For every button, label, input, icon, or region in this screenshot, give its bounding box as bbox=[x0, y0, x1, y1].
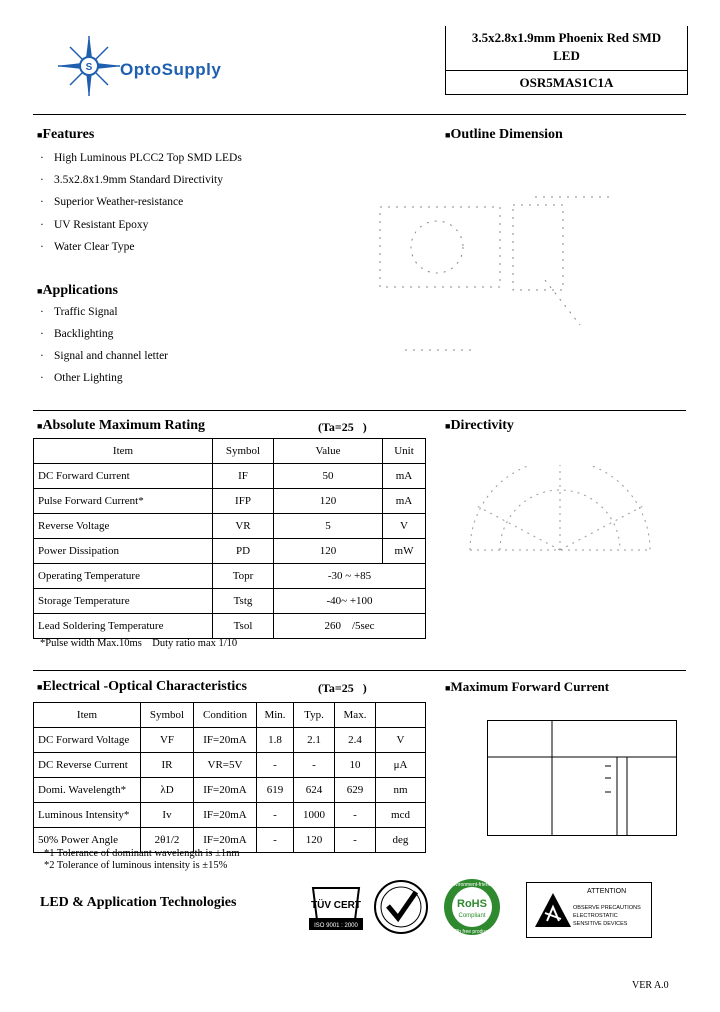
svg-text:S: S bbox=[85, 62, 93, 73]
features-heading: ■Features bbox=[37, 127, 95, 142]
table-row bbox=[34, 753, 426, 778]
version-label: VER A.0 bbox=[632, 980, 669, 991]
table-cell: IF=20mA bbox=[194, 828, 257, 853]
table-cell: 1.8 bbox=[257, 728, 294, 753]
table-cell: μA bbox=[376, 753, 426, 778]
table-cell: PD bbox=[213, 539, 274, 564]
table-cell: 50 bbox=[274, 464, 383, 489]
table-cell: Lead Soldering Temperature bbox=[34, 614, 213, 639]
table-header: Unit bbox=[383, 439, 426, 464]
eo-table bbox=[33, 702, 426, 853]
table-header: Item bbox=[34, 703, 141, 728]
feature-item: · 3.5x2.8x1.9mm Standard Directivity bbox=[40, 174, 223, 186]
table-row bbox=[34, 778, 426, 803]
table-cell: deg bbox=[376, 828, 426, 853]
table-header: Typ. bbox=[294, 703, 335, 728]
table-header: Min. bbox=[257, 703, 294, 728]
brand-logo bbox=[52, 34, 282, 94]
table-cell: 5 bbox=[274, 514, 383, 539]
table-cell: 2.1 bbox=[294, 728, 335, 753]
outline-drawing bbox=[365, 185, 625, 375]
eo-note-1: *1 Tolerance of dominant wavelength is ±1nm bbox=[44, 848, 240, 859]
max-forward-current-chart bbox=[487, 720, 687, 840]
application-item: · Traffic Signal bbox=[40, 306, 118, 318]
table-cell: DC Forward Voltage bbox=[34, 728, 141, 753]
rohs-bottom-label: Pb free product bbox=[454, 929, 490, 935]
table-row bbox=[34, 728, 426, 753]
table-cell: VR bbox=[213, 514, 274, 539]
applications-heading: ■Applications bbox=[37, 283, 118, 298]
table-cell: λD bbox=[141, 778, 194, 803]
title-line-2: LED bbox=[553, 48, 580, 63]
table-cell: Reverse Voltage bbox=[34, 514, 213, 539]
table-cell: IF bbox=[213, 464, 274, 489]
tuv-label: TÜV CERT bbox=[311, 900, 361, 911]
rohs-compliant-logo bbox=[436, 876, 508, 938]
table-row bbox=[34, 489, 426, 514]
rohs-compliant-label: Compliant bbox=[458, 913, 486, 919]
title-line-1: 3.5x2.8x1.9mm Phoenix Red SMD bbox=[471, 30, 662, 45]
table-cell: - bbox=[335, 828, 376, 853]
table-cell: 619 bbox=[257, 778, 294, 803]
table-cell: nm bbox=[376, 778, 426, 803]
table-header-row bbox=[34, 703, 426, 728]
table-cell: Luminous Intensity* bbox=[34, 803, 141, 828]
iso-label: ISO 9001 : 2000 bbox=[314, 923, 358, 929]
table-cell: Pulse Forward Current* bbox=[34, 489, 213, 514]
table-row bbox=[34, 464, 426, 489]
table-cell: V bbox=[376, 728, 426, 753]
table-row bbox=[34, 589, 426, 614]
table-cell: VF bbox=[141, 728, 194, 753]
abs-max-note: *Pulse width Max.10ms Duty ratio max 1/10 bbox=[40, 638, 238, 649]
table-cell: V bbox=[383, 514, 426, 539]
table-cell: mA bbox=[383, 489, 426, 514]
rohs-check-logo bbox=[370, 878, 432, 936]
rohs-label: RoHS bbox=[457, 898, 487, 910]
mfc-heading: ■Maximum Forward Current bbox=[445, 679, 610, 694]
directivity-heading: ■Directivity bbox=[445, 418, 514, 433]
table-cell: 2θ1/2 bbox=[141, 828, 194, 853]
title-box bbox=[445, 26, 688, 95]
esd-title: ATTENTION bbox=[587, 888, 627, 895]
table-cell: Topr bbox=[213, 564, 274, 589]
table-cell: IF=20mA bbox=[194, 803, 257, 828]
directivity-chart bbox=[460, 465, 660, 575]
esd-attention-box bbox=[526, 882, 652, 938]
abs-max-condition: (Ta=25 ) bbox=[318, 420, 367, 434]
table-row bbox=[34, 514, 426, 539]
eo-note-2: *2 Tolerance of luminous intensity is ±15% bbox=[44, 860, 228, 871]
table-row bbox=[34, 614, 426, 639]
feature-item: · Superior Weather-resistance bbox=[40, 196, 184, 208]
table-cell: IFP bbox=[213, 489, 274, 514]
table-cell: -40~ +100 bbox=[274, 589, 426, 614]
table-cell: Storage Temperature bbox=[34, 589, 213, 614]
table-cell: Power Dissipation bbox=[34, 539, 213, 564]
tuv-iso-logo bbox=[305, 880, 367, 935]
rohs-top-label: Environment-friendly bbox=[449, 882, 495, 888]
table-row bbox=[34, 564, 426, 589]
table-cell: mW bbox=[383, 539, 426, 564]
table-cell: DC Forward Current bbox=[34, 464, 213, 489]
part-number: OSR5MAS1C1A bbox=[446, 70, 687, 91]
table-row bbox=[34, 803, 426, 828]
table-cell: - bbox=[257, 753, 294, 778]
application-item: · Backlighting bbox=[40, 328, 114, 340]
table-cell: 1000 bbox=[294, 803, 335, 828]
table-cell: 629 bbox=[335, 778, 376, 803]
table-cell: - bbox=[294, 753, 335, 778]
brand-name: OptoSupply bbox=[120, 60, 222, 79]
table-cell: - bbox=[257, 828, 294, 853]
table-header: Condition bbox=[194, 703, 257, 728]
table-cell: DC Reverse Current bbox=[34, 753, 141, 778]
table-cell: Operating Temperature bbox=[34, 564, 213, 589]
star-logo-icon bbox=[52, 34, 124, 98]
table-cell: - bbox=[335, 803, 376, 828]
feature-item: · High Luminous PLCC2 Top SMD LEDs bbox=[40, 152, 242, 164]
divider bbox=[33, 410, 686, 411]
table-cell: 120 bbox=[294, 828, 335, 853]
esd-text-3: SENSITIVE DEVICES bbox=[573, 921, 628, 927]
esd-warning-icon bbox=[533, 891, 573, 931]
table-cell: 120 bbox=[274, 489, 383, 514]
company-name: LED & Application Technologies bbox=[40, 895, 237, 910]
abs-max-heading: ■Absolute Maximum Rating bbox=[37, 418, 205, 433]
table-header: Value bbox=[274, 439, 383, 464]
table-cell: 50% Power Angle bbox=[34, 828, 141, 853]
table-row bbox=[34, 539, 426, 564]
application-item: · Signal and channel letter bbox=[40, 350, 169, 362]
feature-item: · UV Resistant Epoxy bbox=[40, 219, 149, 231]
table-cell: Tsol bbox=[213, 614, 274, 639]
table-cell: 120 bbox=[274, 539, 383, 564]
outline-heading: ■Outline Dimension bbox=[445, 127, 563, 142]
table-header: Max. bbox=[335, 703, 376, 728]
table-cell: Iv bbox=[141, 803, 194, 828]
table-header-row bbox=[34, 439, 426, 464]
feature-item: · Water Clear Type bbox=[40, 241, 135, 253]
table-cell: Tstg bbox=[213, 589, 274, 614]
divider bbox=[33, 670, 686, 671]
esd-text-2: ELECTROSTATIC bbox=[573, 913, 618, 919]
table-cell: - bbox=[257, 803, 294, 828]
esd-text-1: OBSERVE PRECAUTIONS bbox=[573, 905, 641, 911]
eo-condition: (Ta=25 ) bbox=[318, 681, 367, 695]
table-cell: IF=20mA bbox=[194, 728, 257, 753]
table-cell: VR=5V bbox=[194, 753, 257, 778]
eo-heading: ■Electrical -Optical Characteristics bbox=[37, 679, 247, 694]
table-header: Symbol bbox=[141, 703, 194, 728]
table-cell: 2.4 bbox=[335, 728, 376, 753]
table-cell: 624 bbox=[294, 778, 335, 803]
table-header: Symbol bbox=[213, 439, 274, 464]
table-cell: mcd bbox=[376, 803, 426, 828]
table-cell: 260 /5sec bbox=[274, 614, 426, 639]
divider bbox=[33, 114, 686, 115]
table-cell: IF=20mA bbox=[194, 778, 257, 803]
abs-max-table bbox=[33, 438, 426, 639]
table-header: Item bbox=[34, 439, 213, 464]
table-header bbox=[376, 703, 426, 728]
table-cell: IR bbox=[141, 753, 194, 778]
table-cell: 10 bbox=[335, 753, 376, 778]
application-item: · Other Lighting bbox=[40, 372, 123, 384]
table-cell: -30 ~ +85 bbox=[274, 564, 426, 589]
table-cell: mA bbox=[383, 464, 426, 489]
table-cell: Domi. Wavelength* bbox=[34, 778, 141, 803]
